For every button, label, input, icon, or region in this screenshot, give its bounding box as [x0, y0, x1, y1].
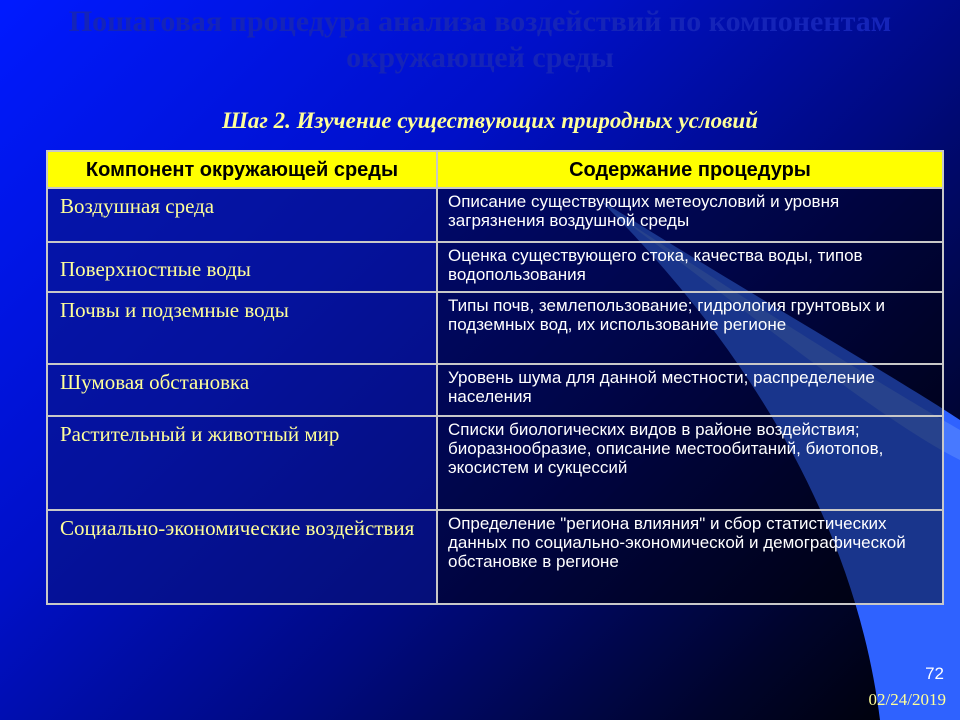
table-header-row — [47, 151, 943, 188]
content-cell: Списки биологических видов в районе воздействия; биоразнообразие, описание местообитаний, биотопов, экосистем и сукцессий — [437, 416, 943, 510]
component-cell: Воздушная среда — [47, 188, 437, 242]
content-cell: Описание существующих метеоусловий и уровня загрязнения воздушной среды — [437, 188, 943, 242]
slide-subtitle: Шаг 2. Изучение существующих природных условий — [222, 108, 758, 133]
content-cell: Оценка существующего стока, качества воды, типов водопользования — [437, 242, 943, 292]
component-cell: Поверхностные воды — [47, 242, 437, 292]
component-cell: Почвы и подземные воды — [47, 292, 437, 364]
table-row — [47, 510, 943, 604]
component-cell: Социально-экономические воздействия — [47, 510, 437, 604]
table-row — [47, 188, 943, 242]
component-cell: Растительный и животный мир — [47, 416, 437, 510]
header-content: Содержание процедуры — [437, 151, 943, 188]
content-cell: Типы почв, землепользование; гидрология грунтовых и подземных вод, их использование регионе — [437, 292, 943, 364]
header-component: Компонент окружающей среды — [47, 151, 437, 188]
table-row — [47, 364, 943, 416]
component-cell: Шумовая обстановка — [47, 364, 437, 416]
slide-title: Пошаговая процедура анализа воздействий по компонентам окружающей среды — [68, 5, 892, 74]
table-row — [47, 292, 943, 364]
table-row — [47, 416, 943, 510]
content-cell: Уровень шума для данной местности; распределение населения — [437, 364, 943, 416]
procedure-table — [46, 150, 944, 605]
page-number: 72 — [925, 664, 944, 683]
content-cell: Определение "региона влияния" и сбор статистических данных по социально-экономической и демографической обстановке в регионе — [437, 510, 943, 604]
table-row — [47, 242, 943, 292]
slide-date: 02/24/2019 — [868, 690, 946, 709]
